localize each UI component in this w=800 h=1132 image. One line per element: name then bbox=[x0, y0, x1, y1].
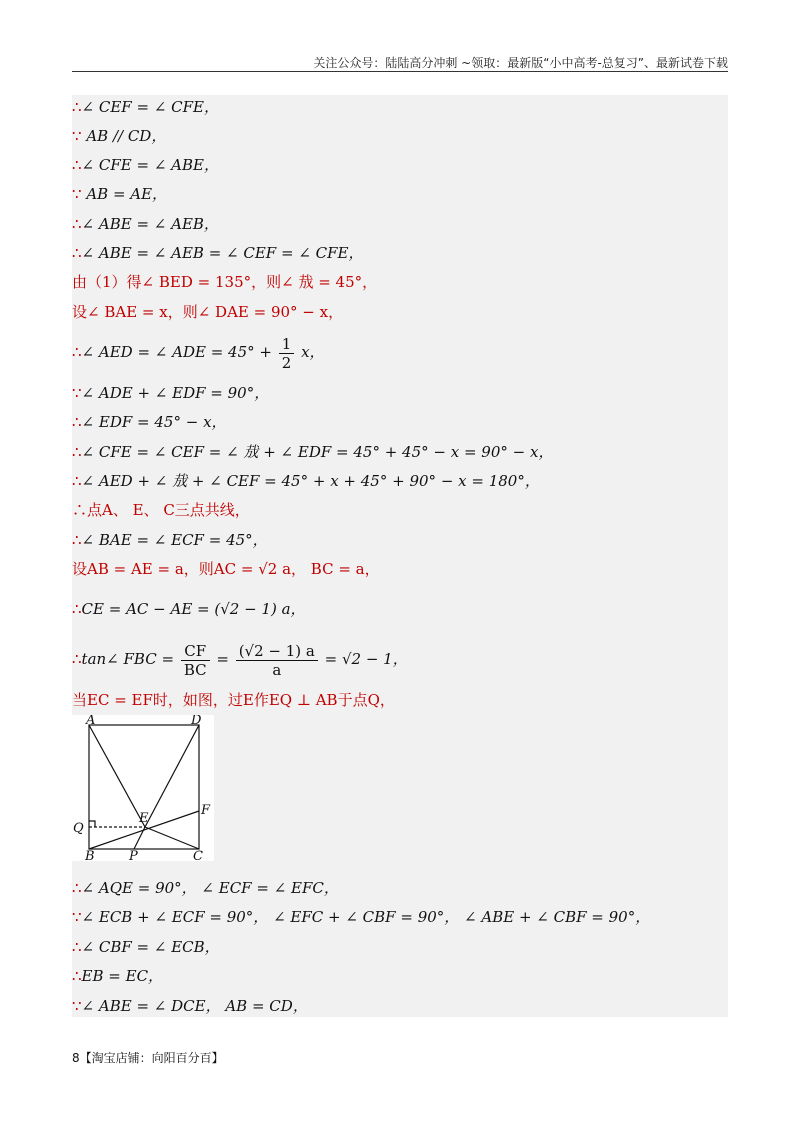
proof-text: ∠ CEF = ∠ CFE， bbox=[81, 98, 219, 116]
proof-text: 设AB = AE = a，则AC = √2 a， BC = a， bbox=[72, 560, 380, 578]
proof-line bbox=[72, 500, 250, 520]
proof-text: ∠ EDF = 45° − x， bbox=[81, 413, 227, 431]
proof-line bbox=[72, 559, 380, 579]
proof-line bbox=[72, 155, 219, 175]
proof-text: AB = AE， bbox=[81, 185, 168, 203]
segment-ae bbox=[89, 725, 145, 827]
proof-text: ∠ ABE = ∠ AEB = ∠ CEF = ∠ CFE， bbox=[81, 244, 364, 262]
proof-symbol: ∵ bbox=[72, 908, 82, 926]
fraction-numerator: (√2 − 1) a bbox=[236, 642, 318, 661]
proof-symbol: ∴ bbox=[72, 443, 82, 461]
proof-text: AB // CD， bbox=[81, 127, 167, 145]
proof-line bbox=[72, 442, 553, 462]
proof-line bbox=[72, 599, 306, 619]
proof-line-fraction bbox=[72, 333, 325, 372]
fraction bbox=[279, 335, 295, 372]
proof-text: ∠ ADE + ∠ EDF = 90°， bbox=[81, 384, 270, 402]
label-e: E bbox=[139, 811, 149, 826]
proof-text: tan∠ FBC = bbox=[81, 650, 179, 668]
label-d: D bbox=[191, 715, 202, 728]
proof-text: ∠ AQE = 90°， ∠ ECF = ∠ EFC， bbox=[81, 879, 339, 897]
proof-line bbox=[72, 214, 219, 234]
proof-text: ∠ AED = ∠ ADE = 45° + bbox=[81, 343, 277, 361]
proof-symbol: ∴ bbox=[72, 215, 82, 233]
segment-ec bbox=[145, 827, 199, 849]
proof-symbol: ∴ bbox=[72, 938, 82, 956]
proof-symbol: ∴ bbox=[72, 413, 82, 431]
proof-text: ∠ ECB + ∠ ECF = 90°， ∠ EFC + ∠ CBF = 90°， ∠ ABE + ∠ CBF = 90°， bbox=[81, 908, 651, 926]
label-a: A bbox=[86, 715, 96, 728]
header-divider bbox=[72, 71, 728, 72]
proof-symbol: ∴ bbox=[72, 967, 82, 985]
square-diagram bbox=[72, 715, 214, 861]
fraction-numerator: 1 bbox=[279, 335, 295, 354]
proof-line bbox=[72, 97, 219, 117]
segment-pe bbox=[134, 827, 145, 849]
proof-symbol: ∴ bbox=[72, 531, 82, 549]
fraction-denominator: BC bbox=[183, 660, 207, 679]
proof-symbol: ∴ bbox=[72, 343, 82, 361]
proof-line bbox=[72, 878, 339, 898]
proof-line bbox=[72, 412, 227, 432]
proof-symbol: ∴ bbox=[72, 600, 82, 618]
proof-line bbox=[72, 937, 220, 957]
proof-symbol: ∴ bbox=[72, 156, 82, 174]
proof-line-fraction bbox=[72, 640, 408, 679]
proof-line bbox=[72, 471, 540, 491]
segment-de bbox=[145, 725, 199, 827]
proof-text: ∠ BAE = ∠ ECF = 45°， bbox=[81, 531, 268, 549]
proof-text: ∠ ABE = ∠ AEB， bbox=[81, 215, 219, 233]
proof-line bbox=[72, 272, 377, 292]
proof-line bbox=[72, 996, 308, 1016]
proof-symbol: ∴ bbox=[72, 879, 82, 897]
proof-line bbox=[72, 243, 364, 263]
fraction-numerator: CF bbox=[181, 642, 210, 661]
proof-line bbox=[72, 184, 167, 204]
proof-symbol: ∵ bbox=[72, 997, 82, 1015]
proof-text: ∠ CFE = ∠ ABE， bbox=[81, 156, 219, 174]
proof-text: 点A、 E、 C三点共线， bbox=[87, 501, 250, 519]
proof-line bbox=[72, 302, 343, 322]
proof-text: ∠ ABE = ∠ DCE， AB = CD， bbox=[81, 997, 308, 1015]
label-p: P bbox=[129, 849, 138, 861]
proof-text: 由（1）得∠ BED = 135°，则∠ 㦲 = 45°， bbox=[72, 273, 378, 291]
proof-text: 设∠ BAE = x，则∠ DAE = 90° − x， bbox=[72, 303, 344, 321]
proof-line bbox=[72, 690, 395, 710]
proof-line bbox=[72, 530, 268, 550]
proof-symbol: ∴ bbox=[72, 650, 82, 668]
right-angle-mark bbox=[89, 821, 95, 827]
proof-symbol: ∵ bbox=[72, 185, 82, 203]
proof-text: ∠ CBF = ∠ ECB， bbox=[81, 938, 220, 956]
proof-text: ∠ AED + ∠ 㦲 + ∠ CEF = 45° + x + 45° + 90° − x = 180°， bbox=[81, 472, 540, 490]
proof-line bbox=[72, 126, 166, 146]
label-q: Q bbox=[73, 821, 84, 836]
proof-text-after: = bbox=[211, 650, 234, 668]
proof-line bbox=[72, 966, 163, 986]
proof-text-after: x， bbox=[296, 343, 325, 361]
proof-symbol: ∴ bbox=[72, 501, 88, 519]
page-footer: 8【淘宝店铺：向阳百分百】 bbox=[72, 1051, 224, 1065]
fraction bbox=[181, 642, 210, 679]
proof-text-after: = √2 − 1， bbox=[319, 650, 408, 668]
proof-text: ∠ CFE = ∠ CEF = ∠ 㦲 + ∠ EDF = 45° + 45° − x = 90° − x， bbox=[81, 443, 554, 461]
label-c: C bbox=[193, 849, 203, 861]
proof-symbol: ∵ bbox=[72, 384, 82, 402]
proof-text: CE = AC − AE = (√2 − 1) a， bbox=[81, 600, 306, 618]
proof-symbol: ∵ bbox=[72, 127, 82, 145]
proof-symbol: ∴ bbox=[72, 244, 82, 262]
fraction-denominator: 2 bbox=[281, 353, 292, 372]
proof-text: 当EC = EF时，如图，过E作EQ ⊥ AB于点Q， bbox=[72, 691, 395, 709]
fraction bbox=[236, 642, 318, 679]
proof-symbol: ∴ bbox=[72, 98, 82, 116]
proof-line bbox=[72, 383, 269, 403]
geometry-figure bbox=[72, 715, 214, 861]
proof-line bbox=[72, 907, 650, 927]
page-header: 关注公众号：陆陆高分冲刺 ~领取：最新版“小中高考-总复习”、最新试卷下载 bbox=[313, 56, 728, 70]
label-f: F bbox=[201, 803, 211, 818]
fraction-denominator: a bbox=[272, 660, 282, 679]
proof-symbol: ∴ bbox=[72, 472, 82, 490]
solution-block bbox=[72, 95, 728, 1017]
label-b: B bbox=[85, 849, 95, 861]
proof-text: EB = EC， bbox=[81, 967, 164, 985]
